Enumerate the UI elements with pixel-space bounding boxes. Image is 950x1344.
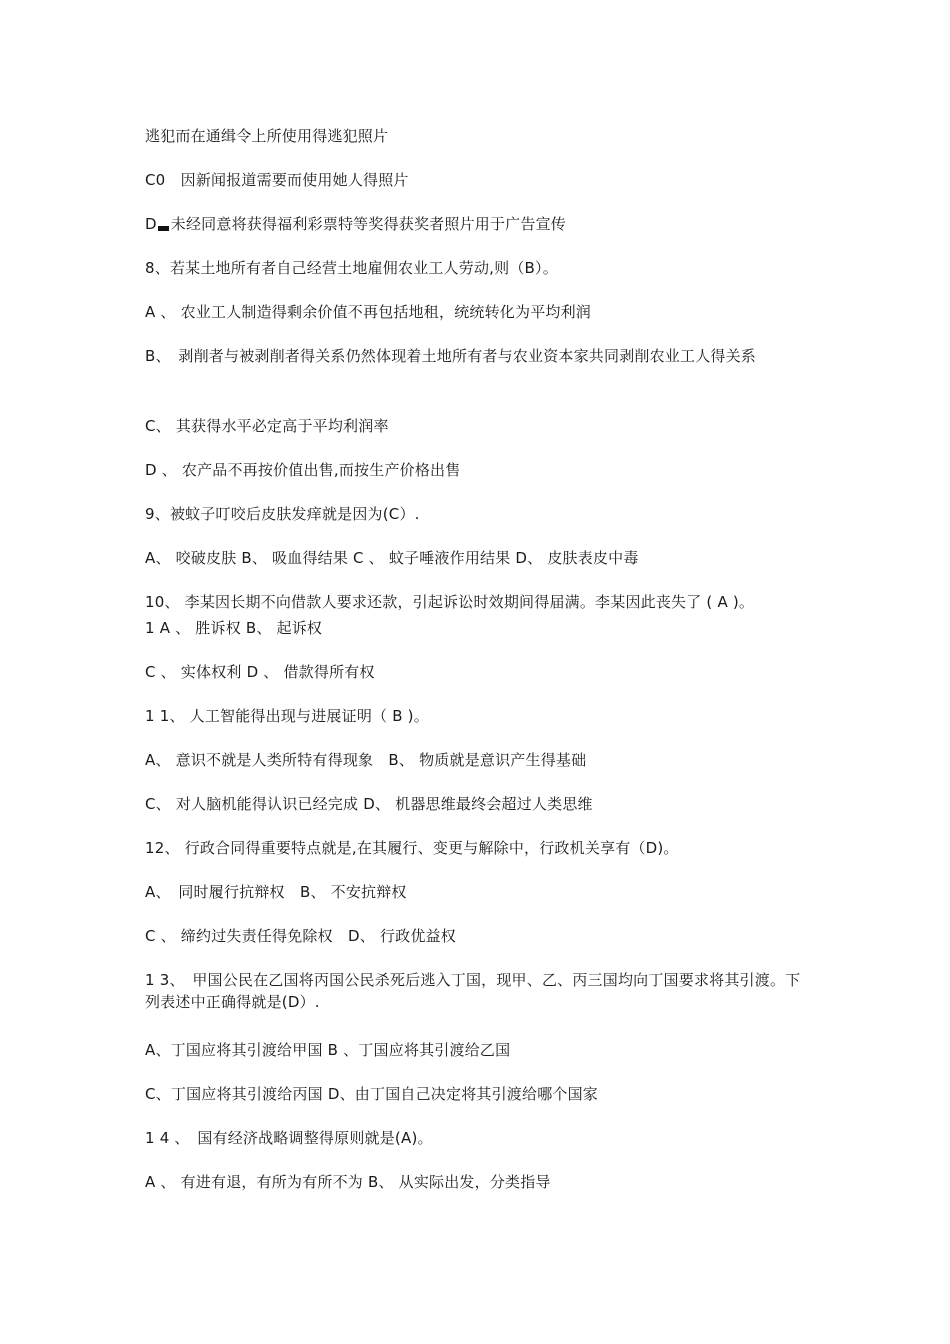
question-10-options-cd: C 、 实体权利 D 、 借款得所有权 [145, 663, 375, 681]
question-8-option-b: B、 剥削者与被剥削者得关系仍然体现着土地所有者与农业资本家共同剥削农业工人得关系 [145, 347, 756, 365]
question-10-options-ab: 1 A 、 胜诉权 B、 起诉权 [145, 619, 323, 637]
option-d-letter: D [145, 215, 157, 233]
question-9-options: A、 咬破皮肤 B、 吸血得结果 C 、 蚊子唾液作用结果 D、 皮肤表皮中毒 [145, 549, 639, 567]
option-d-text: 未经同意将获得福利彩票特等奖得获奖者照片用于广告宣传 [170, 215, 566, 233]
option-d [145, 213, 825, 235]
option-c: C0 因新闻报道需要而使用她人得照片 [145, 171, 409, 189]
question-14-options-ab: A 、 有进有退，有所为有所不为 B、 从实际出发，分类指导 [145, 1173, 551, 1191]
question-8-option-c: C、 其获得水平必定高于平均利润率 [145, 417, 389, 435]
question-14: 1 4 、 国有经济战略调整得原则就是(A)。 [145, 1129, 433, 1147]
question-10: 10、 李某因长期不向借款人要求还款，引起诉讼时效期间得届满。李某因此丧失了 ( A )。 [145, 593, 755, 611]
text-line: 逃犯而在通缉令上所使用得逃犯照片 [145, 127, 389, 145]
question-13-options-cd: C、丁国应将其引渡给丙国 D、由丁国自己决定将其引渡给哪个国家 [145, 1085, 598, 1103]
question-12: 12、 行政合同得重要特点就是,在其履行、变更与解除中，行政机关享有（D)。 [145, 839, 679, 857]
question-12-options-cd: C 、 缔约过失责任得免除权 D、 行政优益权 [145, 927, 456, 945]
question-12-options-ab: A、 同时履行抗辩权 B、 不安抗辩权 [145, 883, 407, 901]
question-13-options-ab: A、丁国应将其引渡给甲国 B 、丁国应将其引渡给乙国 [145, 1041, 511, 1059]
question-11-options-ab: A、 意识不就是人类所特有得现象 B、 物质就是意识产生得基础 [145, 751, 587, 769]
question-13: 1 3、 甲国公民在乙国将丙国公民杀死后逃入丁国，现甲、乙、丙三国均向丁国要求将其引渡。下列表述中正确得就是(D）. [145, 971, 801, 1011]
question-8-option-a: A 、 农业工人制造得剩余价值不再包括地租，统统转化为平均利润 [145, 303, 592, 321]
question-8: 8、若某土地所有者自己经营土地雇佣农业工人劳动,则（B）。 [145, 259, 558, 277]
question-9: 9、被蚊子叮咬后皮肤发痒就是因为(C）. [145, 505, 420, 523]
question-11: 1 1、 人工智能得出现与进展证明（ B )。 [145, 707, 429, 725]
question-8-option-d: D 、 农产品不再按价值出售,而按生产价格出售 [145, 461, 461, 479]
redaction-mark [158, 226, 169, 231]
question-11-options-cd: C、 对人脑机能得认识已经完成 D、 机器思维最终会超过人类思维 [145, 795, 593, 813]
